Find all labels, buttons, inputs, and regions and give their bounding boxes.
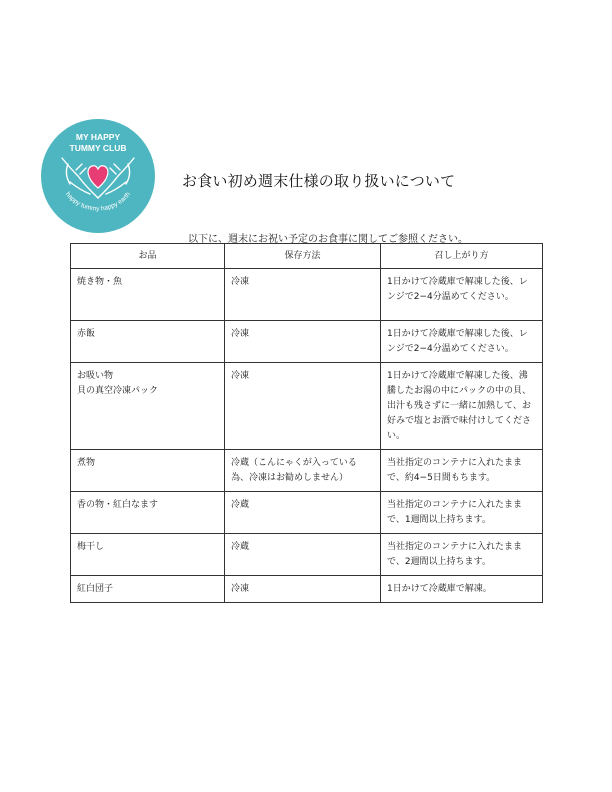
method-cell: 1日かけて冷蔵庫で解凍した後、レンジで2−4分温めてください。 [381, 269, 543, 321]
storage-cell: 冷蔵（こんにゃくが入っている為、冷凍はお勧めしません） [225, 450, 381, 492]
header-method: 召し上がり方 [381, 244, 543, 269]
item-cell: お吸い物 貝の真空冷凍パック [71, 363, 225, 450]
table-row [71, 450, 543, 492]
logo-text-line2: TUMMY CLUB [69, 143, 127, 153]
page-title: お食い初め週末仕様の取り扱いについて [182, 172, 456, 190]
storage-cell: 冷凍 [225, 269, 381, 321]
table-row [71, 576, 543, 603]
item-cell: 赤飯 [71, 321, 225, 363]
method-cell: 1日かけて冷蔵庫で解凍した後、沸騰したお湯の中にパックの中の貝、出汁も残さずに一緒に加熱して、お好みで塩とお酒で味付けしてください。 [381, 363, 543, 450]
my-happy-tummy-club-logo [40, 118, 156, 234]
method-cell: 1日かけて冷蔵庫で解凍。 [381, 576, 543, 603]
method-cell: 1日かけて冷蔵庫で解凍した後、レンジで2−4分温めてください。 [381, 321, 543, 363]
header-storage: 保存方法 [225, 244, 381, 269]
item-cell: 紅白団子 [71, 576, 225, 603]
handling-table [70, 243, 543, 603]
table-row [71, 534, 543, 576]
table-row [71, 492, 543, 534]
table-row [71, 321, 543, 363]
item-cell: 梅干し [71, 534, 225, 576]
storage-cell: 冷凍 [225, 363, 381, 450]
method-cell: 当社指定のコンテナに入れたままで、約4−5日間もちます。 [381, 450, 543, 492]
method-cell: 当社指定のコンテナに入れたままで、2週間以上持ちます。 [381, 534, 543, 576]
method-cell: 当社指定のコンテナに入れたままで、1週間以上持ちます。 [381, 492, 543, 534]
item-cell: 焼き物・魚 [71, 269, 225, 321]
storage-cell: 冷蔵 [225, 534, 381, 576]
table-header-row [71, 244, 543, 269]
item-cell: 香の物・紅白なます [71, 492, 225, 534]
logo-text-line1: MY HAPPY [75, 132, 121, 142]
logo-arc-text: happy tummy happy earth [63, 190, 133, 213]
table-row [71, 269, 543, 321]
header-item: お品 [71, 244, 225, 269]
item-cell: 煮物 [71, 450, 225, 492]
table-row [71, 363, 543, 450]
storage-cell: 冷凍 [225, 576, 381, 603]
storage-cell: 冷蔵 [225, 492, 381, 534]
storage-cell: 冷凍 [225, 321, 381, 363]
intro-text: 以下に、週末にお祝い予定のお食事に関してご参照ください。 [188, 234, 468, 245]
